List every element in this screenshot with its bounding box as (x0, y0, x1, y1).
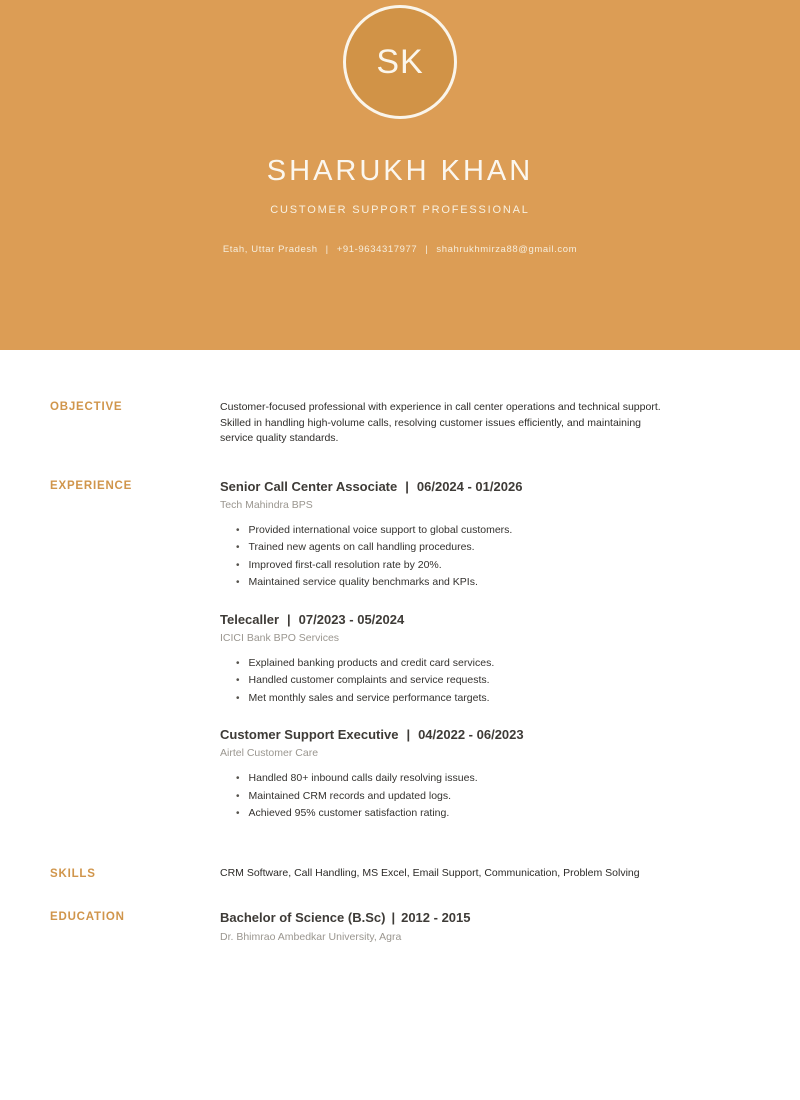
bullet-item: • Handled 80+ inbound calls daily resolving issues. (236, 770, 750, 788)
title-separator: | (406, 727, 411, 742)
bullet-item: • Handled customer complaints and service requests. (236, 672, 750, 690)
contact-separator: | (325, 244, 329, 255)
education-degree-line (220, 910, 750, 925)
job-title-line (220, 727, 750, 742)
title-separator: | (391, 909, 396, 925)
skills-text: CRM Software, Call Handling, MS Excel, Email Support, Communication, Problem Solving (220, 866, 640, 879)
resume-header (0, 0, 800, 350)
experience-heading: EXPERIENCE (50, 479, 133, 492)
job-bullet-list (220, 770, 750, 823)
avatar-initials: SK (376, 42, 424, 81)
job-title-line (220, 479, 750, 494)
education-dates: 2012 - 2015 (401, 909, 471, 925)
bullet-item: • Explained banking products and credit card services. (236, 655, 750, 673)
objective-heading: OBJECTIVE (50, 401, 123, 413)
objective-text: Customer-focused professional with experience in call center operations and technical support. Skilled in handling high-volume calls, resolving customer issues efficiently, and maintaining service quality standards. (220, 401, 661, 444)
job-entry (220, 479, 750, 592)
bullet-item: • Maintained service quality benchmarks and KPIs. (236, 574, 750, 592)
title-separator: | (287, 611, 291, 627)
job-entry (220, 612, 750, 708)
job-title: Customer Support Executive (220, 727, 399, 742)
contact-separator: | (425, 244, 429, 255)
bullet-item: • Provided international voice support to global customers. (236, 522, 750, 540)
section-objective (50, 400, 750, 447)
job-title: Senior Call Center Associate (220, 478, 398, 494)
job-dates: 06/2024 - 01/2026 (416, 478, 523, 494)
contact-location: Etah, Uttar Pradesh (222, 244, 318, 255)
job-company: Tech Mahindra BPS (220, 498, 313, 511)
bullet-item: • Met monthly sales and service performance targets. (236, 690, 750, 708)
job-company: Airtel Customer Care (220, 747, 319, 759)
bullet-item: • Achieved 95% customer satisfaction rating. (236, 805, 750, 823)
section-experience (50, 479, 750, 843)
education-heading: EDUCATION (50, 910, 125, 923)
bullet-item: • Trained new agents on call handling procedures. (236, 539, 750, 557)
bullet-item: • Maintained CRM records and updated logs. (236, 788, 750, 806)
job-dates: 07/2023 - 05/2024 (298, 611, 405, 627)
job-bullet-list (220, 522, 750, 592)
avatar (343, 5, 457, 119)
job-bullet-list (220, 655, 750, 708)
bullet-item: • Improved first-call resolution rate by 20%. (236, 557, 750, 575)
section-skills (50, 867, 750, 880)
title-separator: | (405, 478, 409, 494)
job-title: Telecaller (220, 611, 280, 627)
education-university: Dr. Bhimrao Ambedkar University, Agra (220, 930, 402, 943)
education-degree: Bachelor of Science (B.Sc) (220, 909, 386, 925)
skills-heading: SKILLS (50, 867, 96, 880)
job-title-line (220, 612, 750, 627)
section-education (50, 910, 750, 943)
contact-email: shahrukhmirza88@gmail.com (436, 244, 578, 255)
contact-line (0, 244, 800, 255)
professional-title: CUSTOMER SUPPORT PROFESSIONAL (270, 204, 530, 216)
job-entry (220, 727, 750, 823)
contact-phone: +91-9634317977 (336, 244, 418, 255)
job-dates: 04/2022 - 06/2023 (418, 727, 524, 742)
resume-body (0, 350, 800, 943)
job-company: ICICI Bank BPO Services (220, 631, 340, 644)
candidate-name: SHARUKH KHAN (266, 155, 534, 187)
